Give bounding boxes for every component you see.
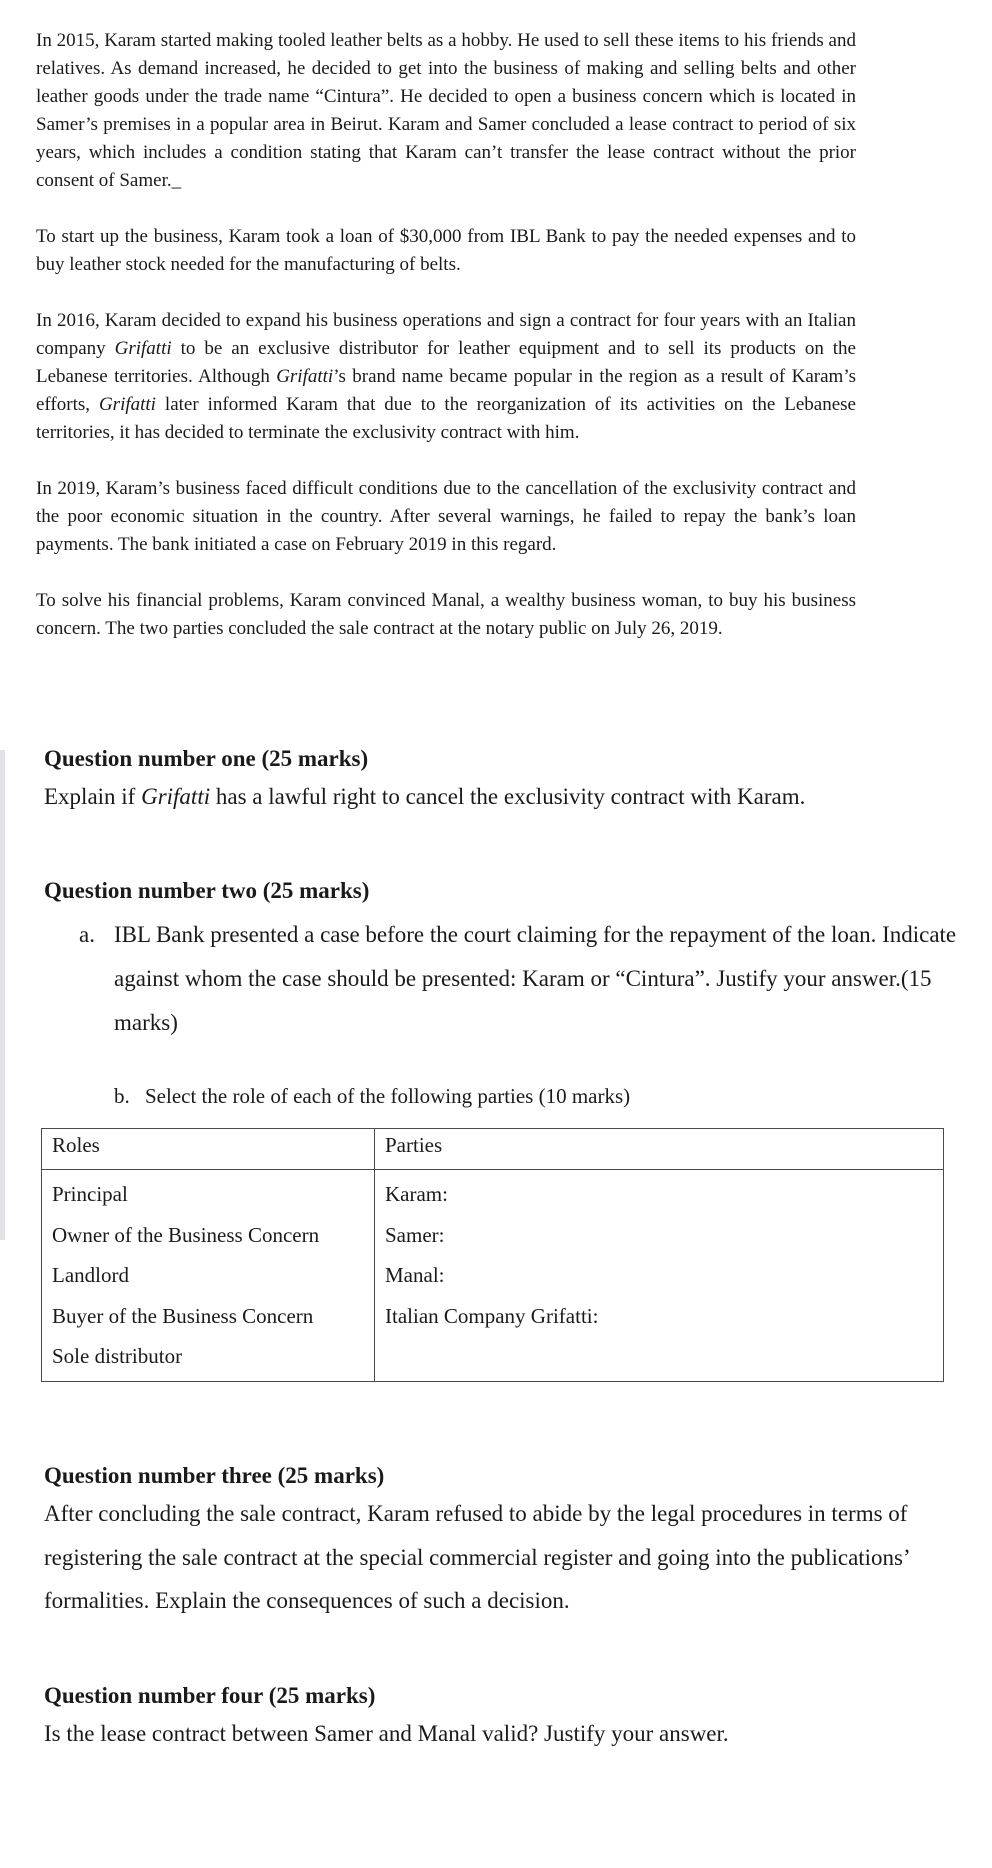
sub-question-text: Select the role of each of the following parties (10 marks): [145, 1084, 631, 1108]
text-run: ’s brand name became popular in the region as a result of Karam’s efforts,: [36, 366, 856, 415]
question-three: [44, 1460, 964, 1623]
question-body: Is the lease contract between Samer and Manal valid? Justify your answer.: [44, 1721, 729, 1746]
company-name: Grifatti: [114, 338, 172, 359]
text-run: has a lawful right to cancel the exclusivity contract with Karam.: [210, 784, 806, 809]
question-body: After concluding the sale contract, Karam refused to abide by the legal procedures in terms of registering the sale contract at the special commercial register and going into the publications’ formalities. Explain the consequences of such a decision.: [44, 1501, 909, 1613]
list-marker: b.: [114, 1084, 130, 1108]
question-title: Question number one (25 marks): [44, 746, 369, 771]
text-run: Explain if: [44, 784, 142, 809]
list-marker: a.: [79, 922, 95, 947]
question-one: [44, 743, 964, 819]
party-item: Manal:: [385, 1263, 445, 1287]
case-paragraph-3: [36, 307, 856, 447]
role-item: Landlord: [52, 1263, 129, 1287]
sub-question-text: IBL Bank presented a case before the court claiming for the repayment of the loan. Indicate against whom the case should be presented: Karam or “Cintura”. Justify your answer.(15 marks): [114, 922, 957, 1035]
text-run: In 2016, Karam decided to expand his business operations and sign a contract for four years with an Italian company: [36, 310, 856, 359]
company-name: Grifatti: [98, 394, 156, 415]
text-run: to be an exclusive distributor for leather equipment and to sell its products on the Lebanese territories. Although: [36, 338, 856, 387]
left-margin-rule: [0, 750, 5, 1240]
question-body: [44, 775, 964, 819]
role-item: Buyer of the Business Concern: [52, 1303, 314, 1328]
party-item: Samer:: [385, 1222, 445, 1247]
roles-cell: [42, 1170, 375, 1382]
table-row: [42, 1170, 944, 1382]
parties-cell: [375, 1170, 944, 1382]
text-run: later informed Karam that due to the reorganization of its activities on the Lebanese territories, it has decided to terminate the exclusivity contract with him.: [36, 394, 856, 443]
question-four: [44, 1680, 964, 1756]
case-paragraph-2: To start up the business, Karam took a loan of $30,000 from IBL Bank to pay the needed expenses and to buy leather stock needed for the manufacturing of belts.: [36, 226, 856, 275]
question-two: [44, 875, 964, 1111]
case-paragraph-5: To solve his financial problems, Karam convinced Manal, a wealthy business woman, to buy his business concern. The two parties concluded the sale contract at the notary public on July 26, 2019.: [36, 590, 856, 639]
role-item: Principal: [52, 1182, 128, 1206]
case-study-text: [36, 27, 856, 671]
question-title: Question number four (25 marks): [44, 1683, 376, 1708]
case-paragraph-1: In 2015, Karam started making tooled leather belts as a hobby. He used to sell these items to his friends and relatives. As demand increased, he decided to get into the business of making and selling belts and other leather goods under the trade name “Cintura”. He decided to open a business concern which is located in Samer’s premises in a popular area in Beirut. Karam and Samer concluded a lease contract to period of six years, which includes a condition stating that Karam can’t transfer the lease contract without the prior consent of Samer._: [36, 30, 856, 191]
sub-question-a: [44, 913, 964, 1045]
party-item: Karam:: [385, 1182, 448, 1206]
question-title: Question number three (25 marks): [44, 1463, 385, 1488]
question-title: Question number two (25 marks): [44, 878, 370, 903]
column-header-roles: Roles: [42, 1129, 375, 1170]
column-header-parties: Parties: [375, 1129, 944, 1170]
party-item: Italian Company Grifatti:: [385, 1303, 599, 1328]
role-item: Sole distributor: [52, 1344, 183, 1368]
table-header-row: [42, 1129, 944, 1170]
company-name: Grifatti: [141, 784, 211, 809]
sub-question-b: [44, 1081, 964, 1111]
company-name: Grifatti: [276, 366, 334, 387]
case-paragraph-4: In 2019, Karam’s business faced difficult conditions due to the cancellation of the exclusivity contract and the poor economic situation in the country. After several warnings, he failed to repay the bank’s loan payments. The bank initiated a case on February 2019 in this regard.: [36, 478, 856, 555]
role-item: Owner of the Business Concern: [52, 1222, 320, 1247]
roles-table: [41, 1128, 944, 1382]
